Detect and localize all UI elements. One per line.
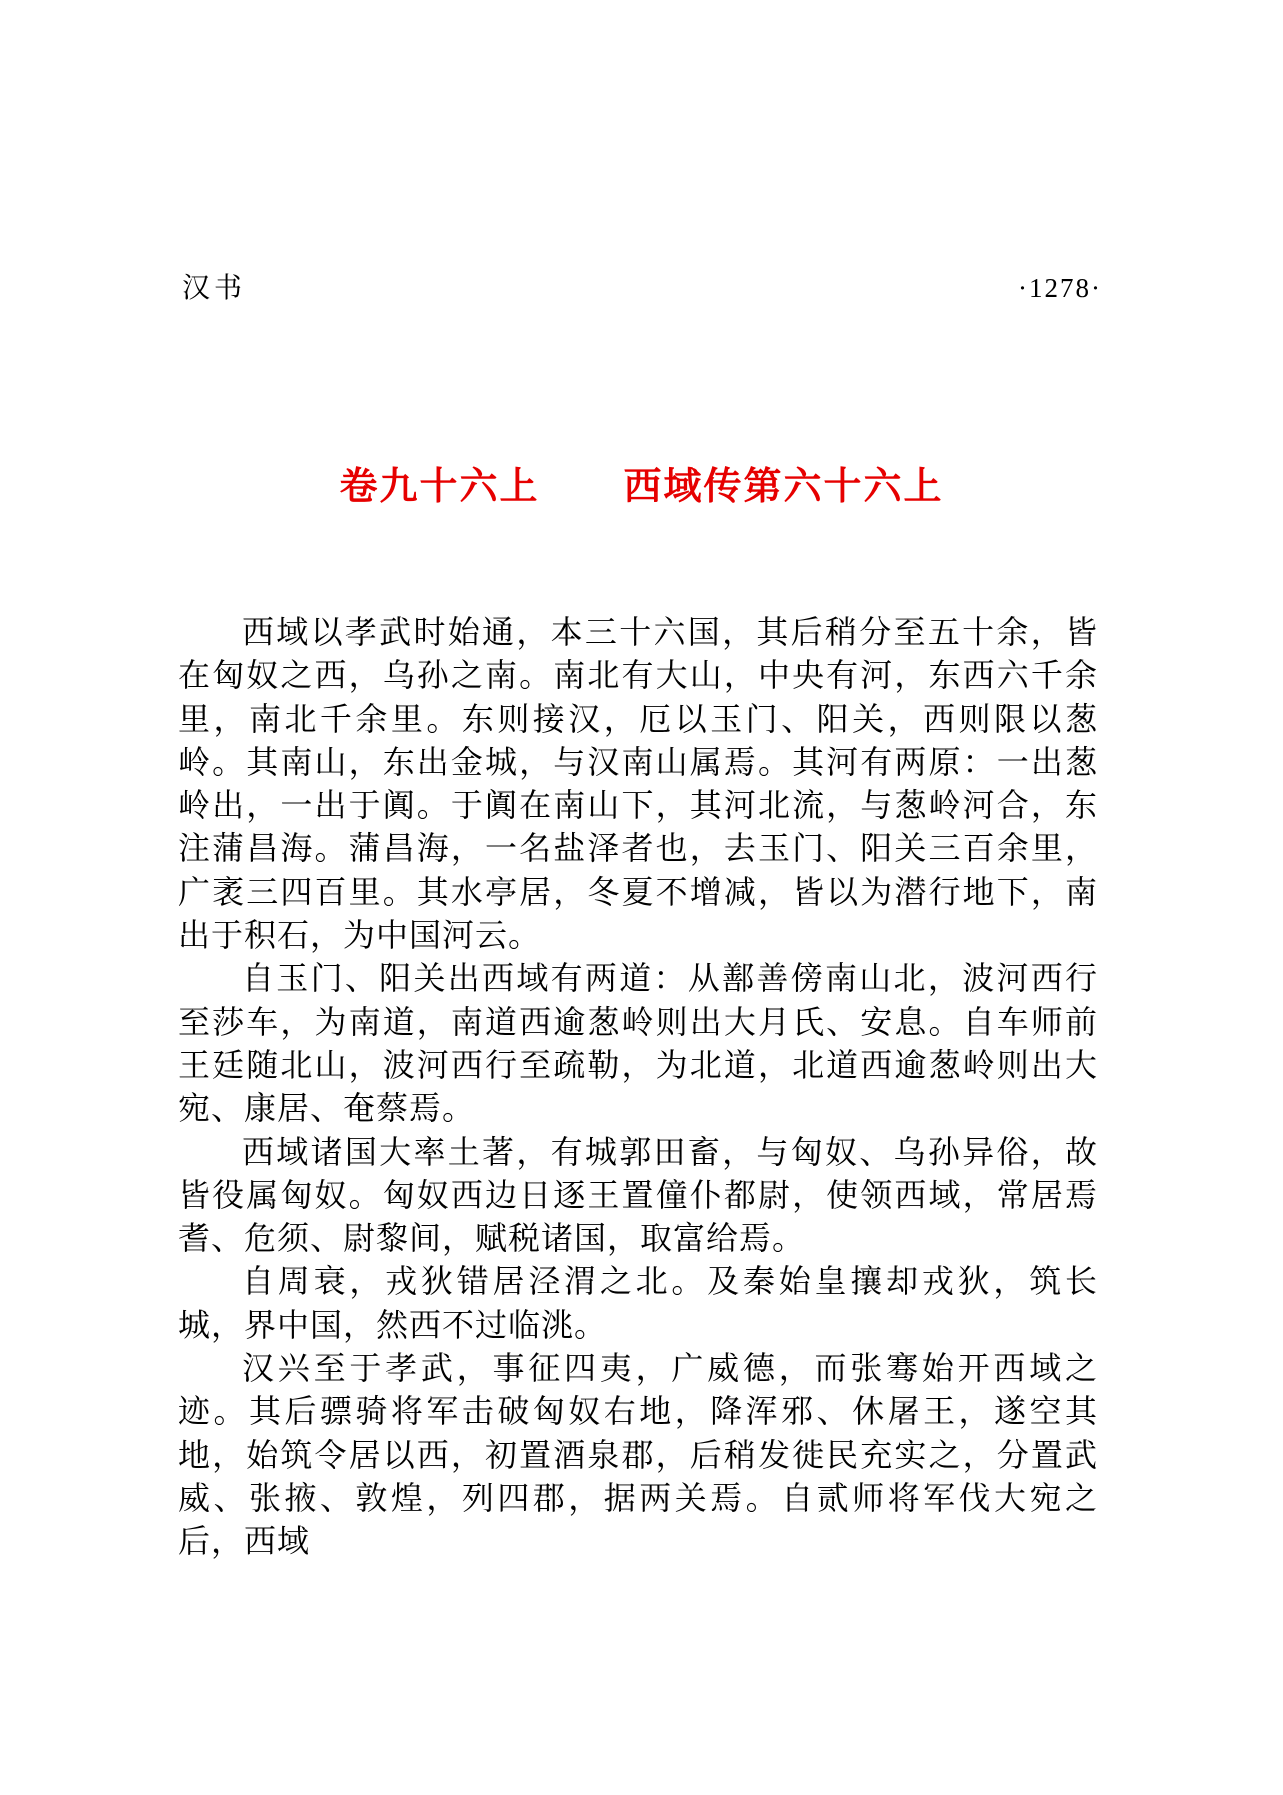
paragraph: 自周衰，戎狄错居泾渭之北。及秦始皇攘却戎狄，筑长城，界中国，然西不过临洮。 bbox=[178, 1262, 1098, 1344]
chapter-title bbox=[0, 458, 1283, 514]
book-name: 汉书 bbox=[182, 271, 247, 304]
body-text bbox=[178, 611, 1098, 1564]
running-head bbox=[182, 268, 1102, 308]
chapter-name: 西域传第六十六上 bbox=[623, 464, 944, 508]
volume-label: 卷九十六上 bbox=[339, 464, 540, 508]
paragraph: 自玉门、阳关出西域有两道：从鄯善傍南山北，波河西行至莎车，为南道，南道西逾葱岭则出大月氏、安息。自车师前王廷随北山，波河西行至疏勒，为北道，北道西逾葱岭则出大宛、康居、奄蔡焉。 bbox=[178, 959, 1098, 1128]
paragraph: 西域以孝武时始通，本三十六国，其后稍分至五十余，皆在匈奴之西，乌孙之南。南北有大山，中央有河，东西六千余里，南北千余里。东则接汉，厄以玉门、阳关，西则限以葱岭。其南山，东出金城，与汉南山属焉。其河有两原：一出葱岭出，一出于阗。于阗在南山下，其河北流，与葱岭河合，东注蒲昌海。蒲昌海，一名盐泽者也，去玉门、阳关三百余里，广袤三四百里。其水亭居，冬夏不增减，皆以为潜行地下，南出于积石，为中国河云。 bbox=[178, 613, 1098, 955]
page-number: ·1278· bbox=[1018, 273, 1102, 303]
paragraph: 汉兴至于孝武，事征四夷，广威德，而张骞始开西域之迹。其后骠骑将军击破匈奴右地，降浑邪、休屠王，遂空其地，始筑令居以西，初置酒泉郡，后稍发徙民充实之，分置武威、张掖、敦煌，列四郡，据两关焉。自贰师将军伐大宛之后，西域 bbox=[178, 1349, 1098, 1561]
paragraph: 西域诸国大率土著，有城郭田畜，与匈奴、乌孙异俗，故皆役属匈奴。匈奴西边日逐王置僮仆都尉，使领西域，常居焉耆、危须、尉黎间，赋税诸国，取富给焉。 bbox=[178, 1132, 1098, 1258]
